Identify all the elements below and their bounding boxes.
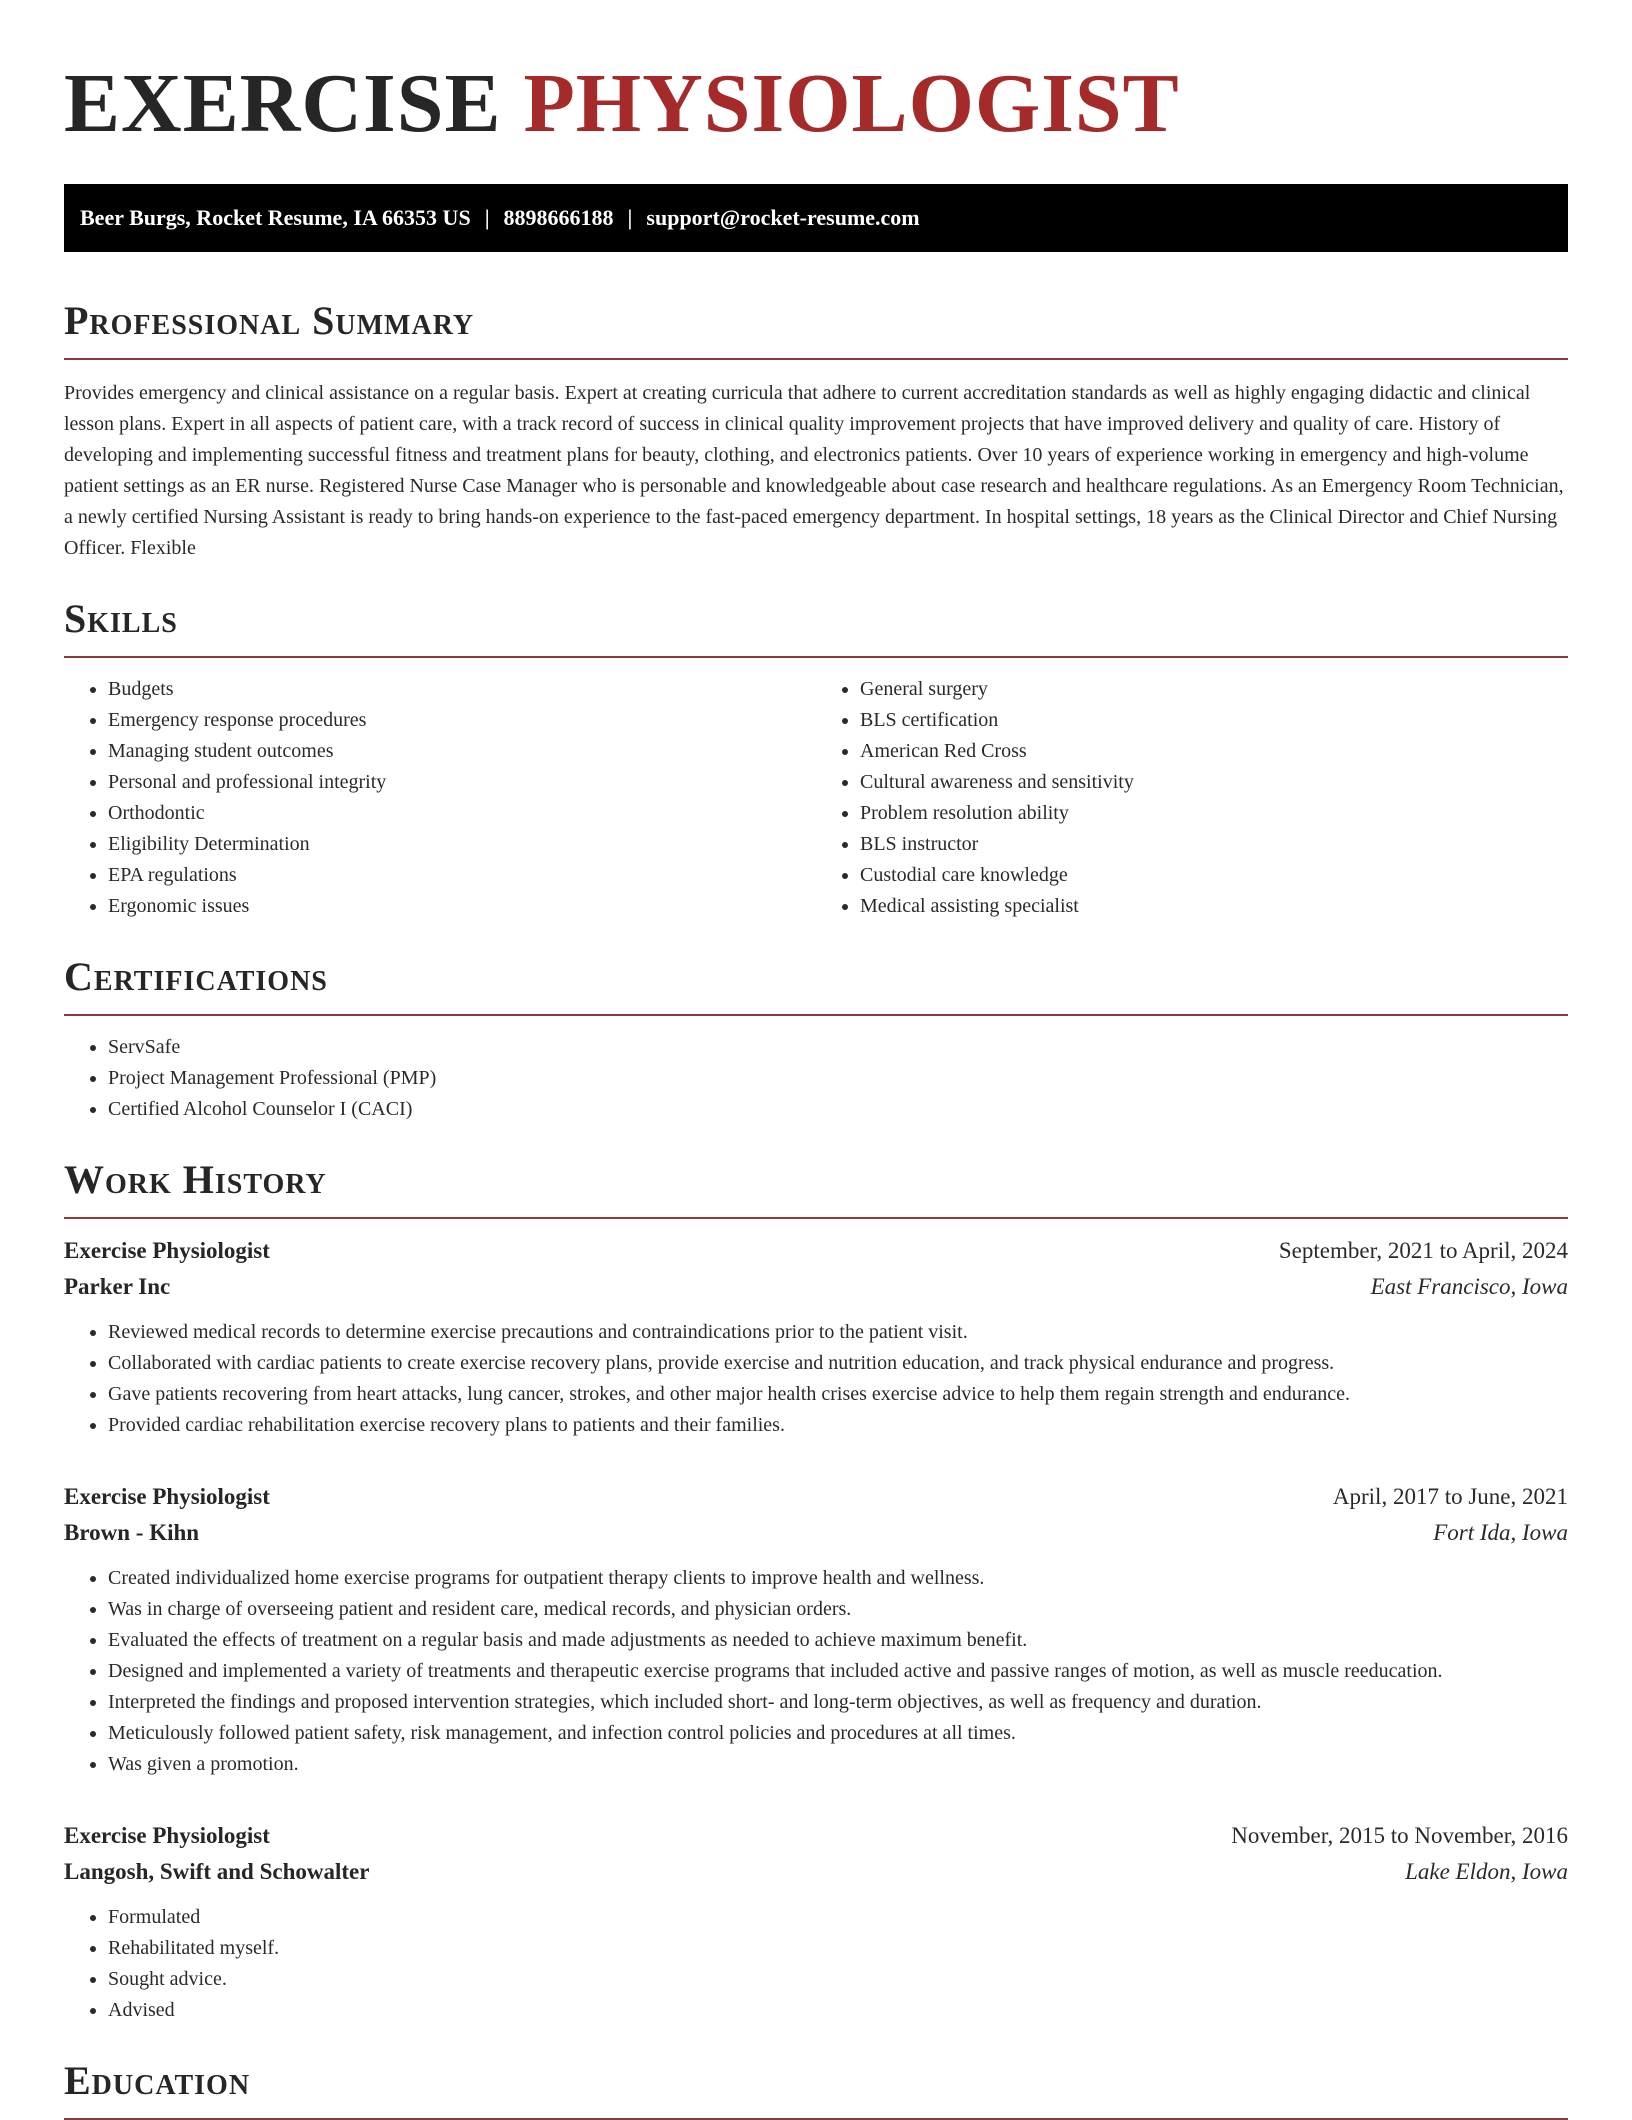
job-duty-item: • Meticulously followed patient safety, risk management, and infection control policies and procedures at all times. — [108, 1718, 1568, 1749]
title-word-primary: EXERCISE — [64, 57, 502, 150]
skill-item: • Problem resolution ability — [860, 798, 1568, 829]
skills-list-right — [816, 674, 1568, 922]
job-entry — [64, 1479, 1568, 1780]
resume-title — [64, 0, 1568, 150]
job-employer-row — [64, 1515, 1568, 1551]
skill-item: • Personal and professional integrity — [108, 767, 816, 798]
work-history-section — [64, 1155, 1568, 2026]
certification-item: • ServSafe — [108, 1032, 1568, 1063]
section-divider — [64, 656, 1568, 658]
skills-grid — [64, 674, 1568, 922]
job-duties-list — [64, 1563, 1568, 1780]
skill-item: • General surgery — [860, 674, 1568, 705]
job-location: Lake Eldon, Iowa — [1405, 1859, 1568, 1884]
skill-item: • EPA regulations — [108, 860, 816, 891]
summary-text: Provides emergency and clinical assistance on a regular basis. Expert at creating curricula that adhere to current accreditation standards as well as highly engaging didactic and clinical lesson plans. Expert in all aspects of patient care, with a track record of success in clinical quality improvement projects that have improved delivery and quality of care. History of developing and implementing successful fitness and treatment plans for beauty, clothing, and electronics patients. Over 10 years of experience working in emergency and high-volume patient settings as an ER nurse. Registered Nurse Case Manager who is personable and knowledgeable about case research and healthcare regulations. As an Emergency Room Technician, a newly certified Nursing Assistant is ready to bring hands-on experience to the fast-paced emergency department. In hospital settings, 18 years as the Clinical Director and Chief Nursing Officer. Flexible — [64, 382, 1564, 559]
job-duty-item: • Was in charge of overseeing patient and resident care, medical records, and physician orders. — [108, 1594, 1568, 1625]
section-heading-summary: Professional Summary — [64, 298, 475, 343]
job-duty-item: • Interpreted the findings and proposed intervention strategies, which included short- and long-term objectives, as well as frequency and duration. — [108, 1687, 1568, 1718]
job-duty-item: • Collaborated with cardiac patients to create exercise recovery plans, provide exercise and nutrition education, and track physical endurance and progress. — [108, 1348, 1568, 1379]
job-duty-item: • Created individualized home exercise programs for outpatient therapy clients to improve health and wellness. — [108, 1563, 1568, 1594]
skill-item: • Budgets — [108, 674, 816, 705]
job-duty-item: • Provided cardiac rehabilitation exercise recovery plans to patients and their families. — [108, 1410, 1568, 1441]
certification-item: • Certified Alcohol Counselor I (CACI) — [108, 1094, 1568, 1125]
skill-item: • Cultural awareness and sensitivity — [860, 767, 1568, 798]
job-title: Exercise Physiologist — [64, 1238, 270, 1263]
section-heading-skills: Skills — [64, 596, 178, 641]
job-title: Exercise Physiologist — [64, 1823, 270, 1848]
job-company: Langosh, Swift and Schowalter — [64, 1859, 370, 1884]
job-header-row — [64, 1818, 1568, 1854]
job-duty-item: • Advised — [108, 1995, 1568, 2026]
certifications-section — [64, 952, 1568, 1125]
skill-item: • BLS instructor — [860, 829, 1568, 860]
job-duties-list — [64, 1902, 1568, 2026]
skill-item: • Orthodontic — [108, 798, 816, 829]
job-duty-item: • Formulated — [108, 1902, 1568, 1933]
contact-email: support@rocket-resume.com — [646, 205, 920, 230]
summary-section — [64, 296, 1568, 564]
job-duty-item: • Gave patients recovering from heart attacks, lung cancer, strokes, and other major health crises exercise advice to help them regain strength and endurance. — [108, 1379, 1568, 1410]
job-dates: September, 2021 to April, 2024 — [1278, 1238, 1568, 1263]
job-title: Exercise Physiologist — [64, 1484, 270, 1509]
job-company: Brown - Kihn — [64, 1520, 200, 1545]
skill-item: • Eligibility Determination — [108, 829, 816, 860]
job-duty-item: • Designed and implemented a variety of treatments and therapeutic exercise programs that included active and passive ranges of motion, as well as muscle reeducation. — [108, 1656, 1568, 1687]
job-dates: November, 2015 to November, 2016 — [1231, 1823, 1568, 1848]
skills-section — [64, 594, 1568, 922]
section-heading-work-history: Work History — [64, 1157, 327, 1202]
job-company: Parker Inc — [64, 1274, 171, 1299]
certifications-list — [64, 1032, 1568, 1125]
job-entry — [64, 1818, 1568, 2026]
skills-list-left — [64, 674, 816, 922]
job-duty-item: • Evaluated the effects of treatment on a regular basis and made adjustments as needed to achieve maximum benefit. — [108, 1625, 1568, 1656]
section-divider — [64, 1014, 1568, 1016]
job-duty-item: • Rehabilitated myself. — [108, 1933, 1568, 1964]
job-location: East Francisco, Iowa — [1370, 1274, 1568, 1299]
skill-item: • Managing student outcomes — [108, 736, 816, 767]
skill-item: • Ergonomic issues — [108, 891, 816, 922]
contact-address: Beer Burgs, Rocket Resume, IA 66353 US — [80, 205, 471, 230]
skills-column-right — [816, 674, 1568, 922]
job-duty-item: • Sought advice. — [108, 1964, 1568, 1995]
skill-item: • Medical assisting specialist — [860, 891, 1568, 922]
section-heading-education: Education — [64, 2058, 251, 2103]
skill-item: • American Red Cross — [860, 736, 1568, 767]
contact-bar — [64, 184, 1568, 252]
education-section — [64, 2056, 1568, 2120]
skills-column-left — [64, 674, 816, 922]
contact-separator: | — [627, 205, 633, 230]
contact-separator: | — [484, 205, 490, 230]
job-duty-item: • Reviewed medical records to determine exercise precautions and contraindications prior to the patient visit. — [108, 1317, 1568, 1348]
job-header-row — [64, 1479, 1568, 1515]
job-header-row — [64, 1233, 1568, 1269]
job-duty-item: • Was given a promotion. — [108, 1749, 1568, 1780]
job-employer-row — [64, 1269, 1568, 1305]
section-divider — [64, 1217, 1568, 1219]
certification-item: • Project Management Professional (PMP) — [108, 1063, 1568, 1094]
section-heading-certifications: Certifications — [64, 954, 328, 999]
title-word-accent: PHYSIOLOGIST — [523, 57, 1180, 150]
skill-item: • Emergency response procedures — [108, 705, 816, 736]
section-divider — [64, 358, 1568, 360]
skill-item: • Custodial care knowledge — [860, 860, 1568, 891]
job-entry — [64, 1233, 1568, 1441]
job-location: Fort Ida, Iowa — [1433, 1520, 1568, 1545]
job-duties-list — [64, 1317, 1568, 1441]
job-dates: April, 2017 to June, 2021 — [1332, 1484, 1568, 1509]
contact-phone: 8898666188 — [503, 205, 614, 230]
job-employer-row — [64, 1854, 1568, 1890]
skill-item: • BLS certification — [860, 705, 1568, 736]
